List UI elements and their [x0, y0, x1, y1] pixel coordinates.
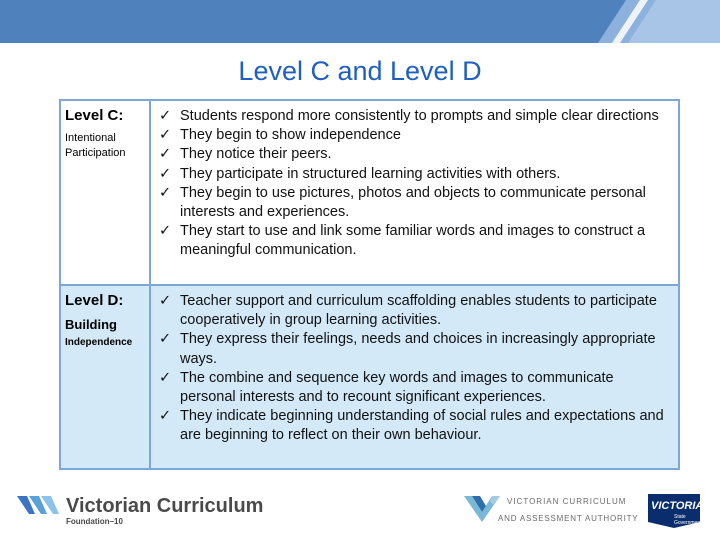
list-item: ✓ They participate in structured learning activities with others. — [159, 165, 670, 184]
list-item: ✓ They begin to show independence — [159, 126, 670, 145]
check-icon: ✓ — [159, 146, 172, 163]
level-d-row — [61, 284, 678, 468]
list-item: ✓ They indicate beginning understanding of social rules and expectations and are beginning to reflect on their own behaviour. — [159, 408, 664, 444]
vcaa-line2: AND ASSESSMENT AUTHORITY — [498, 514, 639, 523]
check-icon: ✓ — [159, 127, 172, 144]
slide-title: Level C and Level D — [238, 56, 482, 86]
check-icon: ✓ — [159, 293, 172, 309]
level-c-name: Level C: — [65, 107, 124, 124]
level-d-subtitle-line1: Building — [65, 317, 117, 332]
level-d-descriptors — [151, 284, 678, 468]
victoria-wordmark: VICTORIA — [651, 500, 704, 512]
levels-table — [59, 99, 680, 470]
victorian-curriculum-logo-icon — [17, 492, 63, 518]
check-icon: ✓ — [159, 165, 172, 182]
level-c-row — [61, 101, 678, 284]
list-item: ✓ The combine and sequence key words and images to communicate personal interests and to recount significant experiences. — [159, 369, 614, 406]
level-d-name: Level D: — [65, 292, 124, 309]
list-item: ✓ Students respond more consistently to prompts and simple clear directions — [159, 107, 670, 126]
level-c-descriptors — [151, 101, 678, 284]
check-icon: ✓ — [159, 408, 172, 425]
vcaa-line1: VICTORIAN CURRICULUM — [507, 497, 627, 506]
vic-gov-line1: State — [674, 514, 686, 520]
list-item: ✓ They begin to use pictures, photos and objects to communicate personal interests and experiences. — [159, 184, 646, 221]
check-icon: ✓ — [159, 223, 172, 240]
check-icon: ✓ — [159, 369, 172, 386]
list-item: ✓ They notice their peers. — [159, 145, 670, 164]
level-c-label-cell — [61, 101, 151, 284]
top-banner — [0, 0, 720, 43]
level-d-subtitle-line2: Independence — [65, 337, 133, 348]
list-item: ✓ Teacher support and curriculum scaffolding enables students to participate cooperatively in group learning activities. — [159, 293, 657, 329]
banner-stripes — [0, 0, 720, 43]
check-icon: ✓ — [159, 331, 172, 348]
vc-subtitle: Foundation–10 — [66, 517, 123, 526]
list-item: ✓ They start to use and link some familiar words and images to construct a meaningful communication. — [159, 223, 646, 259]
check-icon: ✓ — [159, 108, 172, 124]
vic-gov-line2: Government — [674, 520, 702, 526]
check-icon: ✓ — [159, 184, 172, 201]
vc-title: Victorian Curriculum — [66, 495, 264, 517]
level-c-subtitle: Intentional Participation — [65, 132, 126, 159]
level-d-label-cell — [61, 284, 151, 468]
list-item: ✓ They express their feelings, needs and choices in increasingly appropriate ways. — [159, 331, 656, 367]
vcaa-logo-icon — [462, 492, 502, 526]
